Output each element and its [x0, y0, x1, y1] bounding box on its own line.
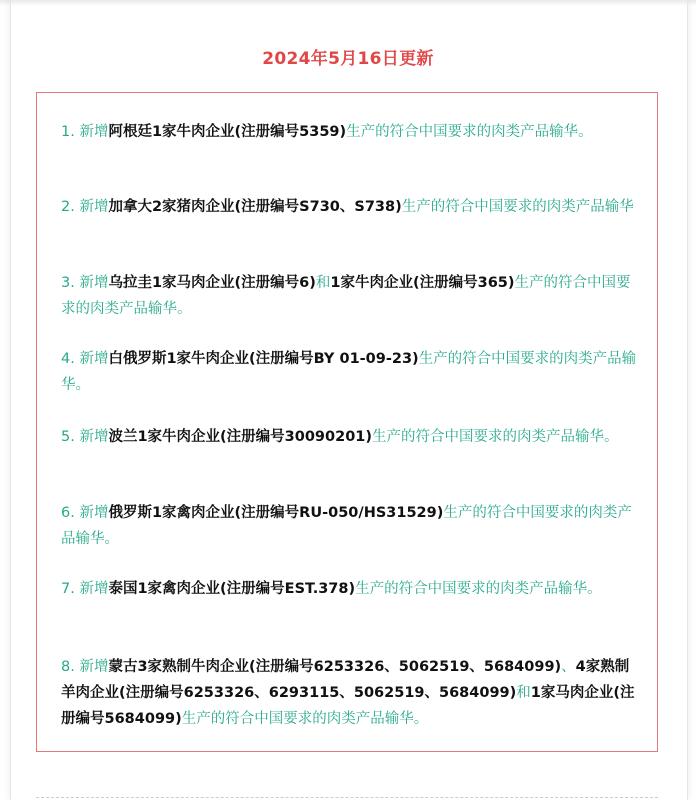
item-number: 1.	[61, 124, 80, 140]
item-enterprise: 泰国1家禽肉企业(注册编号EST.378)	[108, 581, 356, 597]
list-item	[61, 270, 637, 322]
item-enterprise: 波兰1家牛肉企业(注册编号30090201)	[108, 429, 373, 445]
item-verb: 新增	[79, 505, 109, 521]
item-description: 生产的符合中国要求的肉类产品输华。	[372, 429, 619, 445]
item-enterprise-3: 1家马肉企业(注册编号5684099)	[61, 685, 635, 727]
item-description: 生产的符合中国要求的肉类产品输华。	[355, 581, 602, 597]
list-item	[61, 346, 637, 398]
item-enterprise: 阿根廷1家牛肉企业(注册编号5359)	[108, 124, 347, 140]
item-enterprise: 白俄罗斯1家牛肉企业(注册编号BY 01-09-23)	[108, 351, 419, 367]
list-item	[61, 194, 637, 220]
list-item	[61, 424, 637, 450]
list-item	[61, 576, 637, 602]
item-description: 生产的符合中国要求的肉类产品输华。	[61, 505, 632, 547]
item-connector: 和	[315, 275, 331, 291]
item-description: 生产的符合中国要求的肉类产品输华。	[346, 124, 593, 140]
item-verb: 新增	[79, 659, 109, 675]
bottom-dashed-divider	[36, 797, 658, 798]
item-number: 4.	[61, 351, 80, 367]
update-list-box	[36, 92, 658, 752]
page-title: 2024年5月16日更新	[262, 49, 434, 69]
item-description: 生产的符合中国要求的肉类产品输华	[401, 199, 634, 215]
item-description: 生产的符合中国要求的肉类产品输华。	[181, 711, 429, 727]
item-number: 5.	[61, 429, 80, 445]
item-number: 3.	[61, 275, 80, 291]
list-item	[61, 500, 637, 552]
item-enterprise-2: 4家熟制羊肉企业(注册编号6253326、6293115、5062519、5684099)	[61, 659, 630, 701]
item-verb: 新增	[79, 429, 109, 445]
list-item	[61, 119, 637, 145]
item-enterprise: 俄罗斯1家禽肉企业(注册编号RU-050/HS31529)	[108, 505, 444, 521]
item-enterprise: 蒙古3家熟制牛肉企业(注册编号6253326、5062519、5684099)	[108, 659, 562, 675]
item-description: 生产的符合中国要求的肉类产品输华。	[61, 275, 631, 317]
item-verb: 新增	[79, 581, 109, 597]
item-number: 6.	[61, 505, 80, 521]
item-verb: 新增	[79, 124, 109, 140]
item-number: 7.	[61, 581, 80, 597]
item-number: 2.	[61, 199, 80, 215]
item-verb: 新增	[79, 351, 109, 367]
item-enterprise-2: 1家牛肉企业(注册编号365)	[330, 275, 515, 291]
item-verb: 新增	[79, 199, 109, 215]
item-description: 生产的符合中国要求的肉类产品输华。	[61, 351, 637, 393]
item-number: 8.	[61, 659, 80, 675]
item-enterprise: 加拿大2家猪肉企业(注册编号S730、S738)	[108, 199, 402, 215]
item-connector: 、	[561, 659, 576, 675]
item-connector-2: 和	[516, 685, 531, 701]
list-item	[61, 654, 637, 732]
item-enterprise: 乌拉圭1家马肉企业(注册编号6)	[108, 275, 316, 291]
item-verb: 新增	[79, 275, 109, 291]
